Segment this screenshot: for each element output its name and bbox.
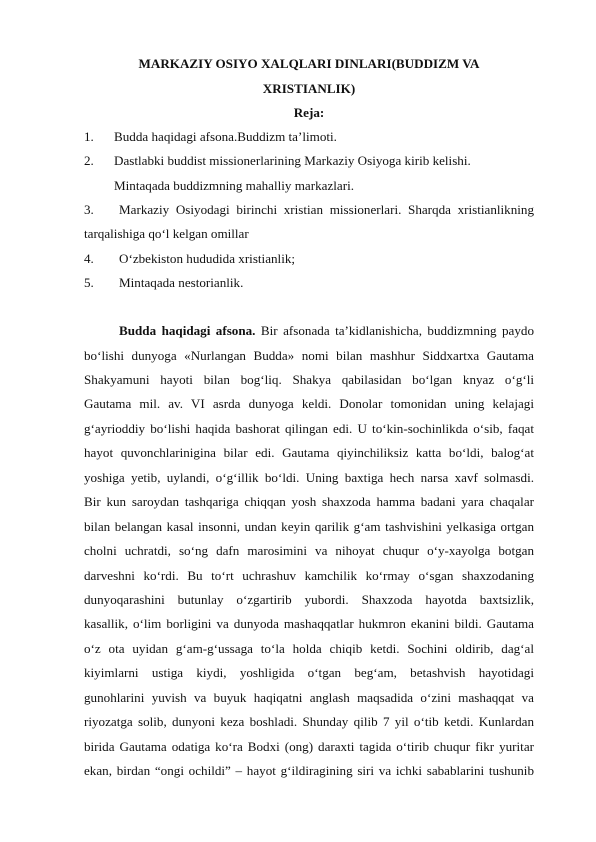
plan-item-number: 1. (84, 129, 94, 144)
plan-item-text: tarqalishiga qo‘l kelgan omillar (84, 226, 249, 241)
section-heading: Budda haqidagi afsona. (119, 323, 256, 338)
plan-item-text: Mintaqada nestorianlik. (119, 275, 244, 290)
section-body-line: gunohlarini yuvish va buyuk haqiqatni anglash maqsadida o‘zini mashaqqat va (84, 689, 534, 705)
plan-heading: Reja: (293, 105, 325, 120)
section-body-line: Gautama mil. av. VI asrda dunyoga keldi. Donolar tomonidan uning kelajagi (84, 396, 534, 412)
plan-item-text: Budda haqidagi afsona.Buddizm ta’limoti. (114, 129, 337, 144)
section-body-line: ekan, birdan “ongi ochildi” – hayot g‘ildiragining siri va ichki sabablarini tushunib (84, 763, 534, 779)
plan-item-text: O‘zbekiston hududida xristianlik; (119, 251, 296, 266)
section-body-line: Bir kun saroydan tashqariga chiqqan yosh shaxzoda hamma badani yara chaqalar (84, 494, 534, 510)
plan-item-number: 2. (84, 153, 94, 168)
document-title-line1: MARKAZIY OSIYO XALQLARI DINLARI(BUDDIZM VA (138, 56, 480, 71)
section-body-line: Shakyamuni hayoti bilan bog‘liq. Shakya qabilasidan bo‘lgan knyaz o‘g‘li (84, 371, 534, 387)
plan-item-text: Markaziy Osiyodagi birinchi xristian missionerlari. Sharqda xristianlikning (119, 202, 534, 217)
document-title-line2: XRISTIANLIK) (262, 81, 356, 96)
section-text: Bir afsonada ta’kidlanishicha, buddizmning paydo (255, 323, 534, 338)
section-body-line: g‘ayrioddiy bo‘lishi haqida bashorat qilingan edi. U to‘kin-sochinlikda o‘sib, faqat (84, 420, 534, 436)
section-body-line: cholni uchratdi, so‘ng dafn marosimini va nihoyat chuqur o‘y-xayolga botgan (84, 543, 534, 559)
plan-item-number: 3. (84, 202, 94, 217)
section-body-line: bilan belangan kasal insonni, undan keyin qarilik g‘am tashvishini yelkasiga ortgan (84, 518, 534, 534)
plan-item-number: 5. (84, 275, 94, 290)
section-body-line: kasallik, o‘lim borligini va dunyoda mashaqqatlar hukmron ekanini bildi. Gautama (84, 616, 534, 632)
section-body-line: bo‘lishi dunyoga «Nurlangan Budda» nomi bilan mashhur Siddxartxa Gautama (84, 347, 534, 363)
section-body-line: yoshiga yetib, uylandi, o‘g‘illik bo‘ldi. Uning baxtiga hech narsa xavf solmasdi. (84, 469, 534, 485)
section-body-line: hayot quvonchlarinigina bilar edi. Gautama qiyinchiliksiz katta bo‘ldi, balog‘at (84, 445, 534, 461)
section-first-line (119, 321, 534, 341)
plan-item-text: Dastlabki buddist missionerlarining Markaziy Osiyoga kirib kelishi. (114, 153, 471, 168)
section-body-line: riyozatga solib, dunyoni keza boshladi. Shunday qilib 7 yil o‘tib ketdi. Kunlardan (84, 714, 534, 730)
section-body-line: birida Gautama odatiga ko‘ra Bodxi (ong) daraxti tagida o‘tirib chuqur fikr yuritar (84, 738, 534, 754)
section-body-line: o‘z ota uyidan g‘am-g‘ussaga to‘la holda chiqib ketdi. Sochini oldirib, dag‘al (84, 640, 534, 656)
plan-item-number: 4. (84, 251, 94, 266)
section-body-line: kiyimlarni ustiga kiydi, yoshligida o‘tgan beg‘am, betashvish hayotidagi (84, 665, 534, 681)
section-body-line: darveshni ko‘rdi. Bu to‘rt uchrashuv kamchilik ko‘rmay o‘sgan shaxzodaning (84, 567, 534, 583)
section-body-line: dunyoqarashini butunlay o‘zgartirib yubordi. Shaxzoda hayotda baxtsizlik, (84, 592, 534, 607)
plan-item-text: Mintaqada buddizmning mahalliy markazlari. (114, 178, 354, 193)
